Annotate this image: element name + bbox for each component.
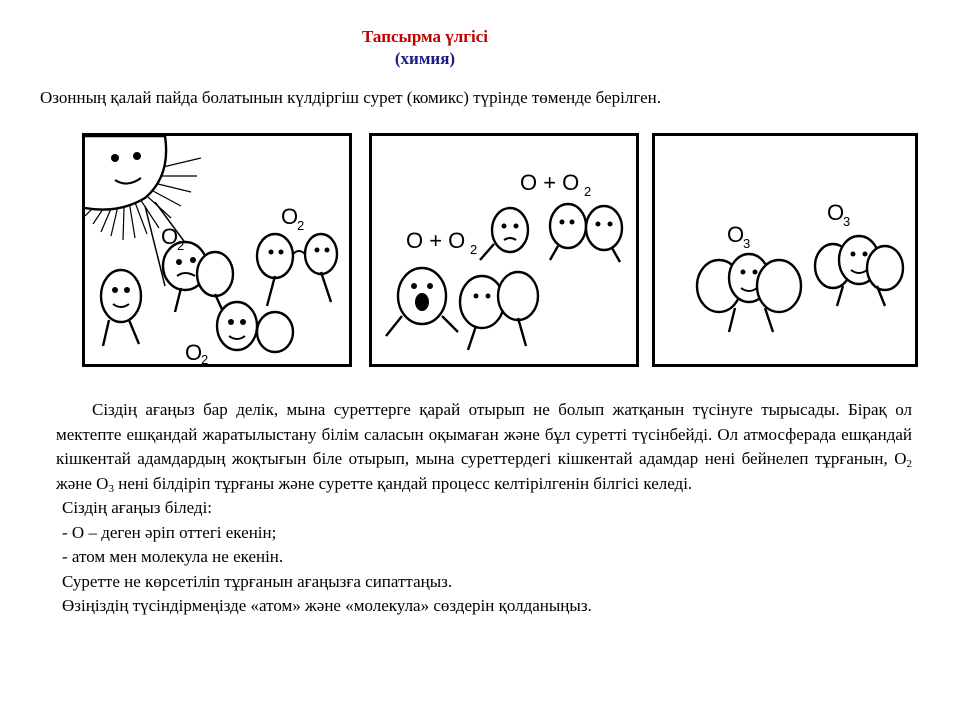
task-line-3: - атом мен молекула не екенін. [62,547,284,566]
comic-panel-1 [82,133,352,367]
intro-text: Озонның қалай пайда болатынын күлдіргіш сурет (комикс) түрінде төменде берілген. [40,88,661,107]
label-sub-1: 2 [177,238,185,253]
o2-molecule-1 [101,270,141,346]
o2-molecule-3 [257,234,337,306]
title-main: Тапсырма үлгісі [362,27,488,46]
o3-molecule-1 [697,254,801,332]
task-text [56,398,912,619]
label-sub-4: 2 [470,242,478,257]
task-line-5: Өзіңіздің түсіндірмеңізде «атом» және «молекула» сөздерін қолданыңыз. [62,596,592,615]
task-line-2: - О – деген әріп оттегі екенін; [62,522,277,542]
label-o3-2: O [827,200,845,225]
label-o-plus-o2-2: O + O [520,170,580,195]
o-atom-1 [386,268,458,336]
label-o3-1: O [727,222,745,247]
comic-panel-2 [369,133,639,367]
o2-molecule-5 [460,272,538,350]
label-o-plus-o2-1: O + O [406,228,466,253]
label-o-1: O [161,224,179,249]
sun-icon [85,136,166,210]
label-sub-5: 2 [584,184,592,199]
subscript-o3: 3 [108,482,114,495]
subscript-o2: 2 [906,458,912,470]
o-atom-2 [480,208,528,260]
comic-panel-1-drawing [85,136,349,364]
label-sub-7: 3 [843,214,851,229]
o2-molecule-2 [163,242,233,316]
label-sub-3: 2 [201,352,209,364]
label-sub-6: 3 [743,236,751,251]
comic-panel-3-drawing [655,136,915,364]
task-line-1: Сіздің ағаңыз біледі: [62,498,213,517]
title-subject: (химия) [394,49,456,68]
label-sub-2: 2 [297,218,305,233]
o2-molecule-4 [217,302,293,352]
task-paragraph-part-3: нені білдіріп тұрғаны және суретте қандай процесс келтірілгенін білгісі келеді. [113,473,693,493]
comic-panel-3 [652,133,918,367]
task-paragraph-part-1: Сіздің ағаңыз бар делік, мына суреттерге қарай отырып не болып жатқанын түсінуге тырысады. Бірақ ол мектепте ешқандай жаратылыстану білім саласын оқымаған және бұл суретті түсінбейді. Ол атмосферада ешқандай кішкентай адамдардың жоқтығын біле отырып, мына суреттердегі кішкентай адамдар нені бейнелеп тұрғанын, O [56,400,912,468]
task-paragraph [56,398,912,496]
label-o-2: O [281,204,299,229]
o3-molecule-2 [815,236,903,306]
o2-molecule-6 [550,204,622,262]
task-line-4: Суретте не көрсетіліп тұрғанын ағаңызға сипаттаңыз. [62,571,453,591]
task-paragraph-part-2: және O [56,473,109,493]
label-o-3: O [185,340,203,364]
page-title [0,26,850,70]
comic-panel-2-drawing [372,136,636,364]
